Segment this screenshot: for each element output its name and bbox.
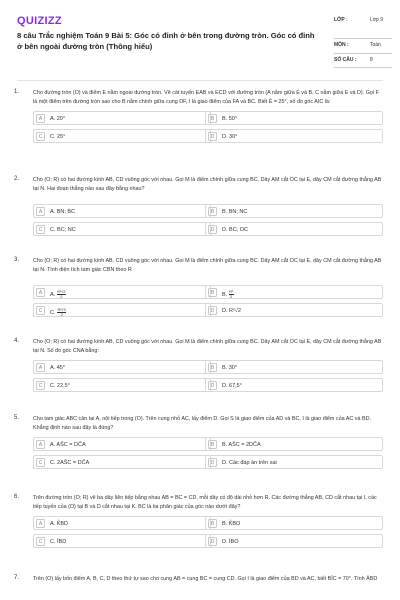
option-letter-badge: A [36, 519, 45, 528]
count-value: 8 [370, 57, 373, 63]
option-letter-badge: C [36, 225, 45, 234]
header [0, 0, 400, 78]
answer-option-d[interactable] [205, 455, 383, 469]
answer-option-d[interactable] [205, 378, 383, 392]
class-meta [334, 17, 392, 37]
option-text: A. 45° [50, 364, 66, 371]
option-letter-badge: B [208, 363, 217, 372]
answer-option-d[interactable] [205, 534, 383, 548]
subject-label: MÔN : [334, 42, 349, 48]
option-text: D. 67,5° [222, 382, 242, 389]
answer-option-c[interactable] [33, 455, 211, 469]
meta-divider [334, 38, 392, 39]
option-letter-badge: D [208, 306, 217, 315]
option-text: D. ÎBO [222, 538, 239, 545]
option-text: A. K̂BD [50, 520, 69, 527]
fraction [57, 308, 66, 317]
fraction-numerator: R²√3 [57, 307, 66, 312]
option-letter-badge: C [36, 537, 45, 546]
question-text: Cho (O; R) có hai đường kính AB, CD vuông góc với nhau. Gọi M là điểm chính giữa cung BC. Dây AM cắt OC tại E, dây CM cắt đường thẳng AB tại N. Tính diện tích tam giác CBN theo R [33, 258, 382, 273]
option-text: A. $\frac{\text{R²√2}}{2}$ [50, 289, 66, 299]
option-text: B. 30° [222, 364, 238, 371]
answer-option-b[interactable] [205, 204, 383, 218]
answer-option-a[interactable] [33, 437, 211, 451]
answer-option-a[interactable] [33, 285, 211, 299]
answer-option-b[interactable] [205, 437, 383, 451]
question-number: 1. [14, 89, 20, 95]
option-text: D. R²√2 [222, 307, 241, 314]
header-divider [17, 80, 383, 81]
answer-option-c[interactable] [33, 129, 211, 143]
answer-option-a[interactable] [33, 360, 211, 374]
option-text: D. 30° [222, 133, 238, 140]
fraction-denominator: 2 [230, 294, 233, 299]
fraction [57, 290, 66, 299]
option-letter-badge: A [36, 207, 45, 216]
option-letter-badge: B [208, 519, 217, 528]
option-text: B. AŜC = 2DĈA [222, 441, 261, 448]
option-text: A. AŜC = DĈA [50, 441, 86, 448]
quizizz-logo: QUIZIZZ [17, 15, 62, 27]
option-text: B. BN; NC [222, 208, 248, 215]
question-number: 4. [14, 338, 20, 344]
answer-option-b[interactable] [205, 360, 383, 374]
option-text: B. 50° [222, 115, 238, 122]
fraction [229, 290, 234, 299]
option-text: C. 2AŜC = DĈA [50, 459, 90, 466]
option-letter-badge: C [36, 381, 45, 390]
answer-option-d[interactable] [205, 129, 383, 143]
fraction-denominator: 2 [60, 312, 63, 317]
class-value: Lớp 9 [370, 17, 384, 23]
answer-option-b[interactable] [205, 516, 383, 530]
question-text: Cho tam giác ABC cân tại A, nội tiếp trong (O). Trên cung nhỏ AC, lấy điểm D. Gọi S là giao điểm của AD và BC, I là giao điểm của AC và BD. Khẳng định nào sau đây là đúng? [33, 416, 371, 431]
option-letter-badge: A [36, 440, 45, 449]
answer-option-b[interactable] [205, 285, 383, 299]
fraction-denominator: 2 [60, 294, 63, 299]
option-text: C. 22,5° [50, 382, 70, 389]
answer-option-d[interactable] [205, 303, 383, 317]
question-text: Cho đường tròn (O) và điểm E nằm ngoài đường tròn. Vẽ cát tuyến EAB và ECD với đường tròn (A nằm giữa E và B, C nằm giữa E và D). Gọi F là một điểm trên đường tròn sao cho B nằm chính giữa cung DF, I là giao điểm của FA và BC. Biết Ê = 25°, số đo góc AIC là: [33, 90, 379, 105]
option-text: C. BC; NC [50, 226, 76, 233]
question-number: 3. [14, 257, 20, 263]
answer-option-a[interactable] [33, 204, 211, 218]
option-text: A. BN; BC [50, 208, 76, 215]
option-letter-badge: C [36, 458, 45, 467]
option-text: C. 25° [50, 133, 66, 140]
answer-option-d[interactable] [205, 222, 383, 236]
option-letter-badge: D [208, 381, 217, 390]
answer-option-b[interactable] [205, 111, 383, 125]
option-letter-badge: A [36, 363, 45, 372]
option-letter-badge: B [208, 207, 217, 216]
class-label: LỚP : [334, 17, 348, 23]
fraction-numerator: R²√2 [57, 289, 66, 294]
question-text: Trên đường tròn (O; R) vẽ ba dây liên tiếp bằng nhau AB = BC = CD, mỗi dây có độ dài nhỏ hơn R. Các đường thẳng AB, CD cắt nhau tại I, các tiếp tuyến của (O) tại B và D cắt nhau tại K. BC là tia phân giác của góc nào dưới đây? [33, 495, 377, 510]
option-letter-badge: B [208, 114, 217, 123]
subject-meta [334, 42, 392, 54]
question-number: 5. [14, 415, 20, 421]
option-text: B. $\frac{\text{R²}}{2}$ [222, 289, 234, 299]
answer-option-c[interactable] [33, 378, 211, 392]
option-text: A. 20° [50, 115, 66, 122]
question-text: Cho (O; R) có hai đường kính AB, CD vuông góc với nhau. Gọi M là điểm chính giữa cung BC. Dây AM cắt OC tại E, dây CM cắt đường thẳng AB tại N. Hai đoạn thẳng nào sau đây bằng nhau? [33, 177, 382, 192]
option-text: D. Các đáp án trên sai [222, 459, 277, 466]
answer-option-a[interactable] [33, 516, 211, 530]
question-number: 6. [14, 494, 20, 500]
option-letter-badge: A [36, 114, 45, 123]
answer-option-c[interactable] [33, 222, 211, 236]
option-letter-badge: B [208, 288, 217, 297]
option-letter-badge: B [208, 440, 217, 449]
option-letter-badge: D [208, 458, 217, 467]
answer-option-c[interactable] [33, 303, 211, 317]
option-text: D. BC; OC [222, 226, 248, 233]
option-text: C. ÎBD [50, 538, 67, 545]
option-letter-badge: D [208, 225, 217, 234]
option-letter-badge: D [208, 537, 217, 546]
count-label: SỐ CÂU : [334, 57, 357, 63]
answer-option-a[interactable] [33, 111, 211, 125]
question-number: 7. [14, 575, 20, 581]
subject-value: Toán [370, 42, 381, 48]
count-meta [334, 57, 392, 69]
option-text: C. $\frac{\text{R²√3}}{2}$ [50, 307, 66, 317]
question-text: Trên (O) lấy bốn điểm A, B, C, D theo thứ tự sao cho cung AB = cung BC = cung CD. Gọi I là giao điểm của BD và AC, biết BÎC = 70°. Tính ÂBD [33, 576, 378, 582]
meta-divider [334, 53, 392, 54]
fraction-numerator: R² [229, 289, 234, 294]
question-text: Cho (O; R) có hai đường kính AB, CD vuông góc với nhau. Gọi M là điểm chính giữa cung BC. Dây AM cắt OC tại E, dây CM cắt đường thẳng AB tại N. Số đo góc CNA bằng: [33, 339, 382, 354]
option-text: B. K̂BO [222, 520, 241, 527]
option-letter-badge: A [36, 288, 45, 297]
option-letter-badge: D [208, 132, 217, 141]
question-number: 2. [14, 176, 20, 182]
page-title: 8 câu Trắc nghiệm Toán 9 Bài 5: Góc có đỉnh ở bên trong đường tròn. Góc có đỉnh ở bên ngoài đường tròn (Thông hiểu) [17, 31, 315, 51]
meta-divider [334, 67, 392, 68]
option-letter-badge: C [36, 306, 45, 315]
answer-option-c[interactable] [33, 534, 211, 548]
option-letter-badge: C [36, 132, 45, 141]
